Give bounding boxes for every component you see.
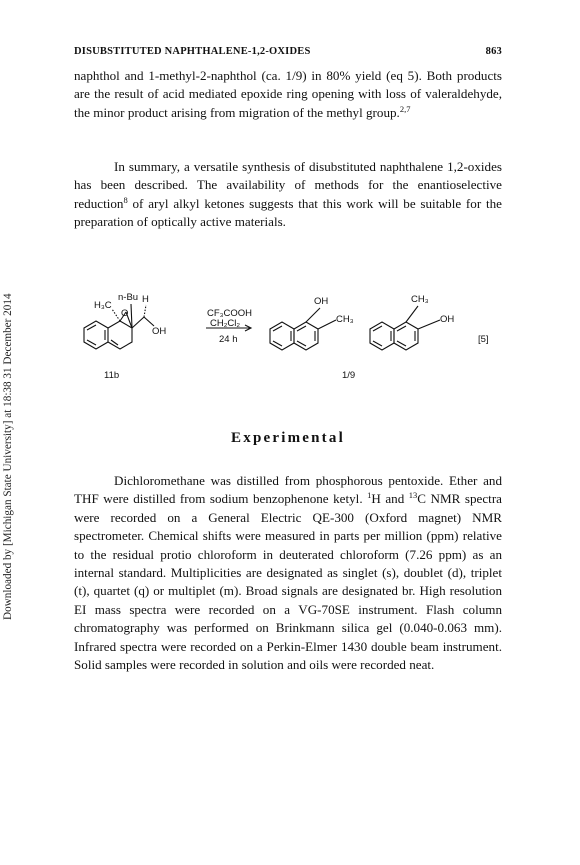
reference-superscript: 8 [123, 194, 128, 205]
sm-oxide-ring [108, 321, 132, 349]
reaction-scheme-drawing [74, 282, 502, 382]
atom-oh-p2: OH [440, 314, 455, 325]
paragraph-text: H and [371, 491, 409, 507]
reagent-tfa: CF₃COOH [207, 308, 253, 319]
atom-o: O [121, 308, 129, 319]
paragraph-eq5-discussion [74, 67, 502, 122]
paragraph-text: In summary, a versatile synthesis of disubstituted naphthalene 1,2-oxides has been described. The availability of methods for the enantioselective reduction [74, 159, 502, 211]
atom-oh-p1: OH [314, 296, 329, 307]
atom-ch3-p1: CH₃ [336, 314, 354, 325]
isotope-superscript: 1 [367, 490, 372, 501]
atom-h: H [142, 294, 149, 305]
reaction-time: 24 h [219, 334, 238, 345]
page-number: 863 [485, 46, 502, 57]
equation-number: [5] [478, 334, 489, 345]
atom-h3c: H₃C [94, 300, 112, 311]
running-title: DISUBSTITUTED NAPHTHALENE-1,2-OXIDES [74, 46, 311, 57]
paragraph-summary [74, 158, 502, 232]
isotope-superscript: 13 [408, 490, 418, 501]
paragraph-text: naphthol and 1-methyl-2-naphthol (ca. 1/9) in 80% yield (eq 5). Both products are the result of acid mediated epoxide ring opening with loss of valeraldehyde, the minor product arising from migration of the methyl group. [74, 68, 502, 120]
reagent-solvent: CH₂Cl₂ [210, 318, 241, 329]
reaction-scheme [74, 282, 502, 382]
atom-ch3-p2: CH₃ [411, 294, 429, 305]
paragraph-experimental [74, 472, 502, 674]
compound-label-11b: 11b [104, 370, 120, 381]
section-heading-experimental: Experimental [231, 430, 345, 446]
product-ratio-label: 1/9 [342, 370, 356, 381]
paragraph-text: of aryl alkyl ketones suggests that this work will be suitable for the preparation of optically active materials. [74, 195, 502, 230]
paragraph-text: C NMR spectra were recorded on a General Electric QE-300 (Oxford magnet) NMR spectrometer. Chemical shifts were measured in parts per million (ppm) relative to the residual protio chloroform in deuterated chloroform (7.26 ppm) as an internal standard. Multiplicities are designated as singlet (s), doublet (d), triplet (t), quartet (q) or multiplet (m). Broad signals are designated br. High resolution EI mass spectra were recorded on a VG-70SE instrument. Flash column chromatography was performed on Brinkmann silica gel (0.040-0.063 mm). Infrared spectra were recorded on a Perkin-Elmer 1430 double beam instrument. Solid samples were recorded in solution and oils were recorded neat. [74, 491, 502, 673]
paragraph-text: Dichloromethane was distilled from phosphorous pentoxide. Ether and THF were distilled from sodium benzophenone ketyl. [74, 473, 502, 507]
reference-superscript: 2,7 [399, 103, 411, 114]
atom-oh-sm: OH [152, 326, 167, 337]
download-watermark: Downloaded by [Michigan State University] at 18:38 31 December 2014 [2, 293, 14, 620]
atom-nbu: n-Bu [118, 292, 139, 303]
